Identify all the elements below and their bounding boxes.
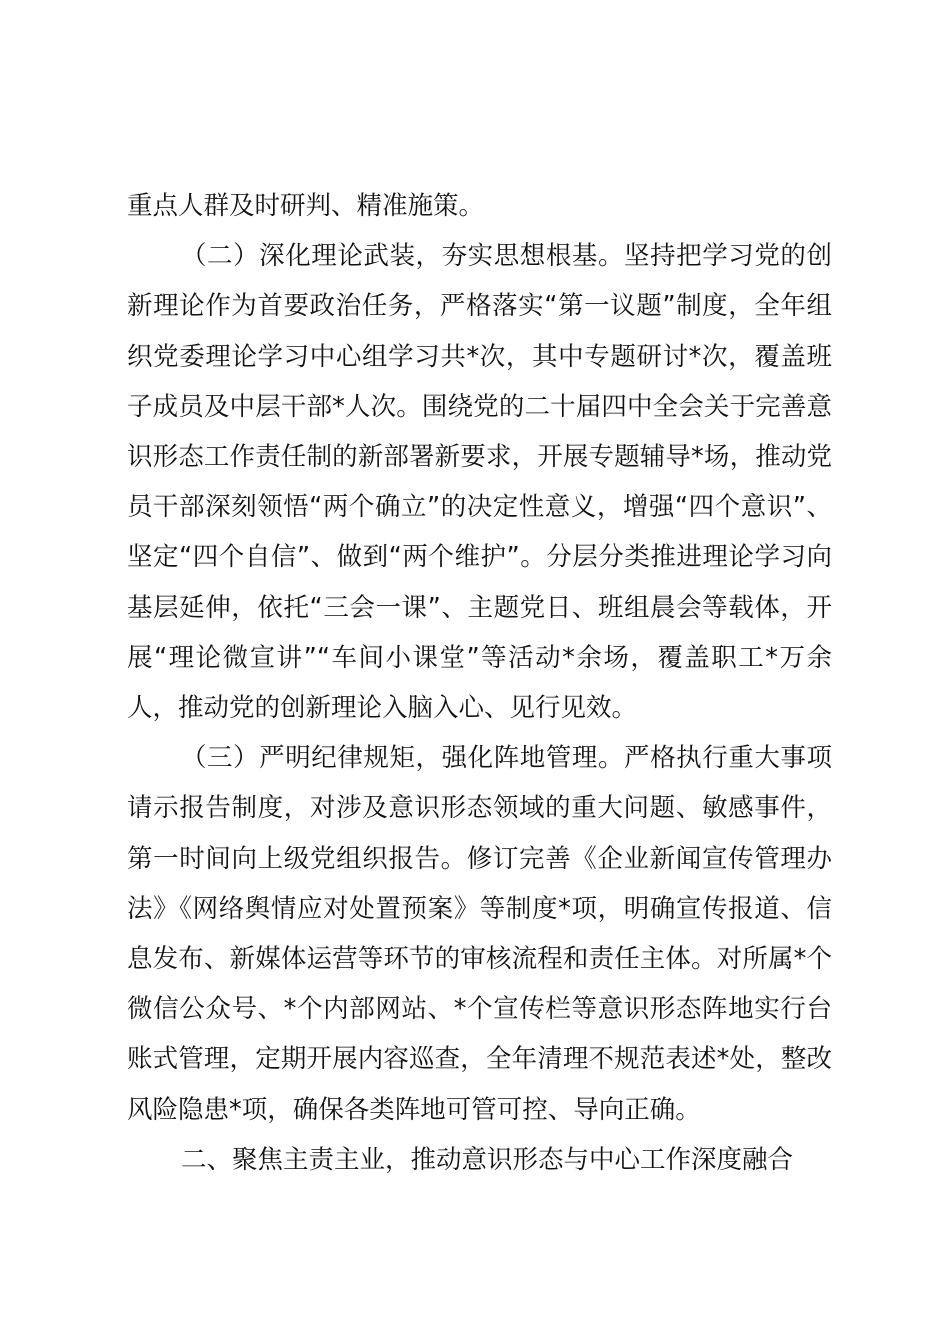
- section-heading-2: 二、聚焦主责主业，推动意识形态与中心工作深度融合: [181, 1144, 794, 1175]
- paragraph-continuation: 重点人群及时研判、精准施策。: [127, 191, 485, 221]
- paragraph-theory-arming: （二）深化理论武装，夯实思想根基。坚持把学习党的创新理论作为首要政治任务，严格落实“第一议题”制度，全年组织党委理论学习中心组学习共*次，其中专题研讨*次，覆盖班子成员及中层干部*人次。围绕党的二十届四中全会关于完善意识形态工作责任制的新部署新要求，开展专题辅导*场，推动党员干部深刻领悟“两个确立”的决定性意义，增强“四个意识”、坚定“四个自信”、做到“两个维护”。分层分类推进理论学习向基层延伸，依托“三会一课”、主题党日、班组晨会等载体，开展“理论微宣讲”“车间小课堂”等活动*余场，覆盖职工*万余人，推动党的创新理论入脑入心、见行见效。: [127, 241, 832, 724]
- paragraph-discipline-management: （三）严明纪律规矩，强化阵地管理。严格执行重大事项请示报告制度，对涉及意识形态领域的重大问题、敏感事件，第一时间向上级党组织报告。修订完善《企业新闻宣传管理办法》《网络舆情应对处置预案》等制度*项，明确宣传报道、信息发布、新媒体运营等环节的审核流程和责任主体。对所属*个微信公众号、*个内部网站、*个宣传栏等意识形态阵地实行台账式管理，定期开展内容巡查，全年清理不规范表述*处，整改风险隐患*项，确保各类阵地可管可控、导向正确。: [127, 743, 832, 1125]
- document-page: [127, 181, 832, 1185]
